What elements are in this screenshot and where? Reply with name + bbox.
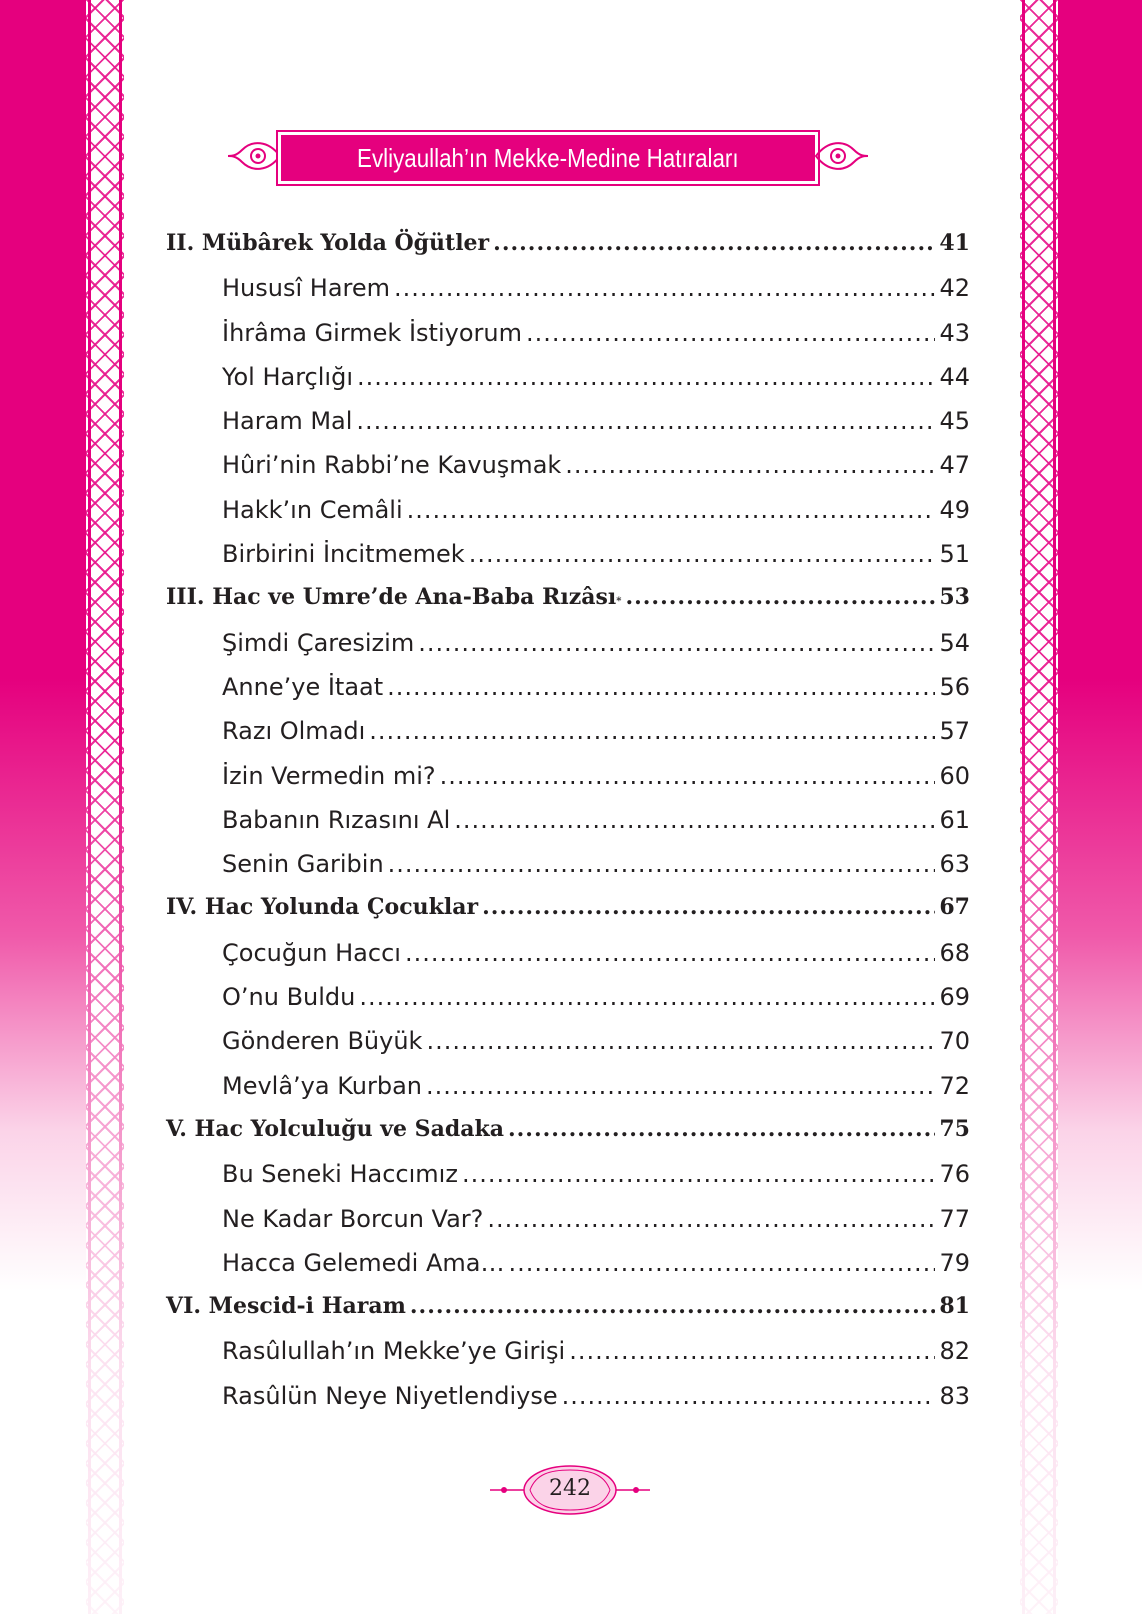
toc-page-number: 42 bbox=[939, 274, 970, 303]
toc-page-number: 70 bbox=[939, 1027, 970, 1056]
toc-section-entry bbox=[166, 407, 970, 451]
toc-section-entry bbox=[166, 1027, 970, 1071]
dot-leader bbox=[394, 274, 935, 302]
toc-page-number: 49 bbox=[939, 495, 970, 524]
toc-section-entry bbox=[166, 762, 970, 806]
toc-chapter-entry bbox=[166, 230, 970, 274]
toc-entry-title: Hacca Gelemedi Ama… bbox=[222, 1248, 505, 1277]
toc-section-entry bbox=[166, 1072, 970, 1116]
toc-entry-title: Babanın Rızasını Al bbox=[222, 805, 451, 834]
dot-leader bbox=[569, 1337, 935, 1365]
dot-leader bbox=[508, 1116, 935, 1142]
dot-leader bbox=[440, 762, 936, 790]
toc-entry-title: Rasûlün Neye Niyetlendiyse bbox=[222, 1381, 558, 1410]
dot-leader bbox=[359, 983, 935, 1011]
toc-section-entry bbox=[166, 1337, 970, 1381]
toc-page-number: 81 bbox=[939, 1293, 970, 1320]
right-margin-band bbox=[1058, 0, 1142, 1614]
toc-section-entry bbox=[166, 319, 970, 363]
dot-leader bbox=[407, 496, 936, 524]
toc-entry-title: III. Hac ve Umre’de Ana-Baba Rızâsı bbox=[166, 584, 617, 611]
toc-entry-title: Birbirini İncitmemek bbox=[222, 540, 465, 569]
toc-section-entry bbox=[166, 496, 970, 540]
dot-leader bbox=[487, 1205, 935, 1233]
dot-leader bbox=[426, 1027, 935, 1055]
dot-leader bbox=[565, 451, 935, 479]
toc-entry-title: Yol Harçlığı bbox=[222, 362, 353, 391]
toc-section-entry bbox=[166, 806, 970, 850]
floral-ornament-icon bbox=[814, 136, 868, 176]
toc-entry-title: IV. Hac Yolunda Çocuklar bbox=[166, 894, 479, 921]
toc-section-entry bbox=[166, 983, 970, 1027]
running-header bbox=[228, 126, 868, 188]
toc-section-entry bbox=[166, 451, 970, 495]
toc-chapter-entry bbox=[166, 1293, 970, 1337]
toc-chapter-entry bbox=[166, 1116, 970, 1160]
toc-section-entry bbox=[166, 540, 970, 584]
dot-leader bbox=[454, 806, 935, 834]
toc-page-number: 54 bbox=[939, 628, 970, 657]
dot-leader bbox=[356, 407, 935, 435]
toc-section-entry bbox=[166, 717, 970, 761]
toc-chapter-entry bbox=[166, 584, 970, 628]
toc-page-number: 56 bbox=[939, 672, 970, 701]
page-number: 242 bbox=[549, 1476, 591, 1501]
footnote-marker: * bbox=[616, 596, 622, 608]
left-margin-band bbox=[0, 0, 86, 1614]
toc-section-entry bbox=[166, 1382, 970, 1426]
toc-entry-title: Hususî Harem bbox=[222, 274, 391, 303]
header-title: Evliyaullah’ın Mekke-Medine Hatıraları bbox=[357, 142, 739, 173]
header-banner bbox=[276, 130, 820, 186]
toc-section-entry bbox=[166, 673, 970, 717]
dot-leader bbox=[469, 540, 936, 568]
toc-section-entry bbox=[166, 1249, 970, 1293]
toc-entry-title: Bu Seneki Haccımız bbox=[222, 1160, 458, 1189]
toc-page-number: 68 bbox=[939, 938, 970, 967]
toc-entry-title: II. Mübârek Yolda Öğütler bbox=[166, 230, 490, 256]
toc-page-number: 82 bbox=[939, 1337, 970, 1366]
toc-entry-title: Çocuğun Haccı bbox=[222, 938, 401, 967]
table-of-contents bbox=[166, 230, 970, 1426]
toc-page-number: 77 bbox=[939, 1204, 970, 1233]
toc-section-entry bbox=[166, 939, 970, 983]
toc-page-number: 41 bbox=[939, 230, 970, 256]
toc-page-number: 45 bbox=[939, 407, 970, 436]
toc-page-number: 72 bbox=[939, 1071, 970, 1100]
dot-leader bbox=[405, 939, 936, 967]
toc-entry-title: Senin Garibin bbox=[222, 850, 384, 879]
toc-page-number: 69 bbox=[939, 983, 970, 1012]
dot-leader bbox=[482, 894, 935, 920]
toc-entry-title: İhrâma Girmek İstiyorum bbox=[222, 318, 522, 347]
toc-entry-title: Şimdi Çaresizim bbox=[222, 628, 415, 657]
toc-entry-title: Mevlâ’ya Kurban bbox=[222, 1071, 422, 1100]
toc-page-number: 47 bbox=[939, 451, 970, 480]
toc-page-number: 44 bbox=[939, 362, 970, 391]
toc-page-number: 63 bbox=[939, 850, 970, 879]
dot-leader bbox=[562, 1382, 936, 1410]
page-number-frame bbox=[490, 1462, 650, 1518]
toc-section-entry bbox=[166, 1205, 970, 1249]
toc-section-entry bbox=[166, 629, 970, 673]
toc-entry-title: Hûri’nin Rabbi’ne Kavuşmak bbox=[222, 451, 562, 480]
dot-leader bbox=[426, 1072, 935, 1100]
toc-entry-title: Rasûlullah’ın Mekke’ye Girişi bbox=[222, 1337, 566, 1366]
toc-page-number: 61 bbox=[939, 805, 970, 834]
toc-chapter-entry bbox=[166, 894, 970, 938]
toc-page-number: 67 bbox=[939, 894, 970, 921]
toc-section-entry bbox=[166, 274, 970, 318]
toc-page-number: 60 bbox=[939, 761, 970, 790]
dot-leader bbox=[357, 363, 935, 391]
toc-entry-title: V. Hac Yolculuğu ve Sadaka bbox=[166, 1115, 504, 1142]
toc-entry-title: VI. Mescid-i Haram bbox=[166, 1293, 406, 1320]
toc-page-number: 83 bbox=[939, 1381, 970, 1410]
toc-entry-title: İzin Vermedin mi? bbox=[222, 761, 436, 790]
dot-leader bbox=[625, 584, 935, 610]
toc-page-number: 51 bbox=[939, 540, 970, 569]
toc-page-number: 43 bbox=[939, 318, 970, 347]
toc-entry-title: Haram Mal bbox=[222, 407, 353, 436]
right-ornamental-border bbox=[1020, 0, 1058, 1614]
toc-entry-title: Ne Kadar Borcun Var? bbox=[222, 1204, 484, 1233]
toc-entry-title: Razı Olmadı bbox=[222, 717, 366, 746]
dot-leader bbox=[493, 230, 935, 256]
toc-page-number: 57 bbox=[939, 717, 970, 746]
toc-page-number: 79 bbox=[939, 1248, 970, 1277]
left-ornamental-border bbox=[86, 0, 124, 1614]
toc-page-number: 75 bbox=[939, 1115, 970, 1142]
dot-leader bbox=[526, 319, 935, 347]
dot-leader bbox=[462, 1160, 936, 1188]
dot-leader bbox=[369, 717, 935, 745]
dot-leader bbox=[418, 629, 935, 657]
toc-entry-title: O’nu Buldu bbox=[222, 983, 356, 1012]
floral-ornament-icon bbox=[228, 136, 282, 176]
dot-leader bbox=[387, 673, 935, 701]
toc-page-number: 53 bbox=[939, 584, 970, 611]
dot-leader bbox=[410, 1293, 936, 1319]
dot-leader bbox=[388, 850, 936, 878]
dot-leader bbox=[508, 1249, 935, 1277]
toc-section-entry bbox=[166, 363, 970, 407]
toc-section-entry bbox=[166, 1160, 970, 1204]
toc-section-entry bbox=[166, 850, 970, 894]
toc-page-number: 76 bbox=[939, 1160, 970, 1189]
toc-entry-title: Anne’ye İtaat bbox=[222, 672, 384, 701]
toc-entry-title: Hakk’ın Cemâli bbox=[222, 495, 403, 524]
toc-entry-title: Gönderen Büyük bbox=[222, 1027, 423, 1056]
